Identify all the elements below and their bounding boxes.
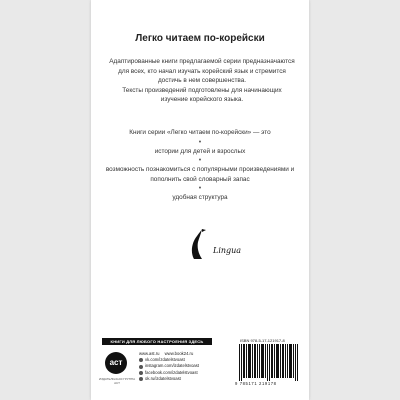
social-link[interactable]: ok.ru/izdatelstvoast: [145, 376, 181, 382]
publisher-caption: ИЗДАТЕЛЬСКАЯ ГРУППА АСТ: [98, 377, 136, 385]
website-link[interactable]: www.ast.ru: [139, 351, 160, 356]
intro-text: [109, 57, 295, 105]
page-title: Легко читаем по-корейски: [135, 33, 265, 44]
social-row[interactable]: [139, 376, 199, 382]
social-link[interactable]: instagram.com/izdatelstvoast: [145, 363, 199, 369]
feature-item: удобная структура: [172, 194, 228, 202]
instagram-icon: [139, 365, 143, 369]
intro-paragraph-2: Тексты произведений подготовлены для начинающих изучение корейского языка.: [122, 86, 282, 104]
barcode-number: 9 785171 219178: [235, 381, 277, 386]
social-link[interactable]: vk.com/izdatelstvoast: [145, 357, 185, 362]
lingua-logo: [91, 228, 309, 262]
promo-banner: КНИГИ ДЛЯ ЛЮБОГО НАСТРОЕНИЯ ЗДЕСЬ: [102, 338, 212, 345]
bullet-icon: •: [198, 157, 202, 165]
intro-paragraph-1: Адаптированные книги предлагаемой серии предназначаются для всех, кто начал изучать корейский язык и стремится достичь в нем совершенства.: [109, 58, 295, 85]
isbn-label: ISBN 978-5-17-121917-8: [240, 338, 285, 343]
feature-item: возможность познакомиться с популярными произведениями и пополнить свой словарный запас: [105, 166, 295, 183]
series-features: [101, 128, 299, 203]
bullet-icon: •: [198, 185, 202, 193]
ast-logo: аст: [105, 352, 127, 374]
websites: [139, 350, 197, 357]
vk-icon: [139, 358, 143, 362]
bullet-icon: •: [198, 138, 202, 146]
feature-item: истории для детей и взрослых: [154, 147, 246, 155]
lingua-swan-icon: [180, 228, 220, 262]
website-link[interactable]: www.book24.ru: [164, 351, 194, 356]
barcode: [237, 344, 301, 381]
social-links: [139, 357, 199, 383]
facebook-icon: [139, 371, 143, 375]
lingua-wordmark: Lingua: [213, 246, 242, 255]
social-link[interactable]: facebook.com/izdatelstvoast: [145, 369, 198, 375]
ok-icon: [139, 377, 143, 381]
back-cover: [91, 0, 309, 400]
series-lead: Книги серии «Легко читаем по-корейски» — это: [129, 129, 271, 136]
